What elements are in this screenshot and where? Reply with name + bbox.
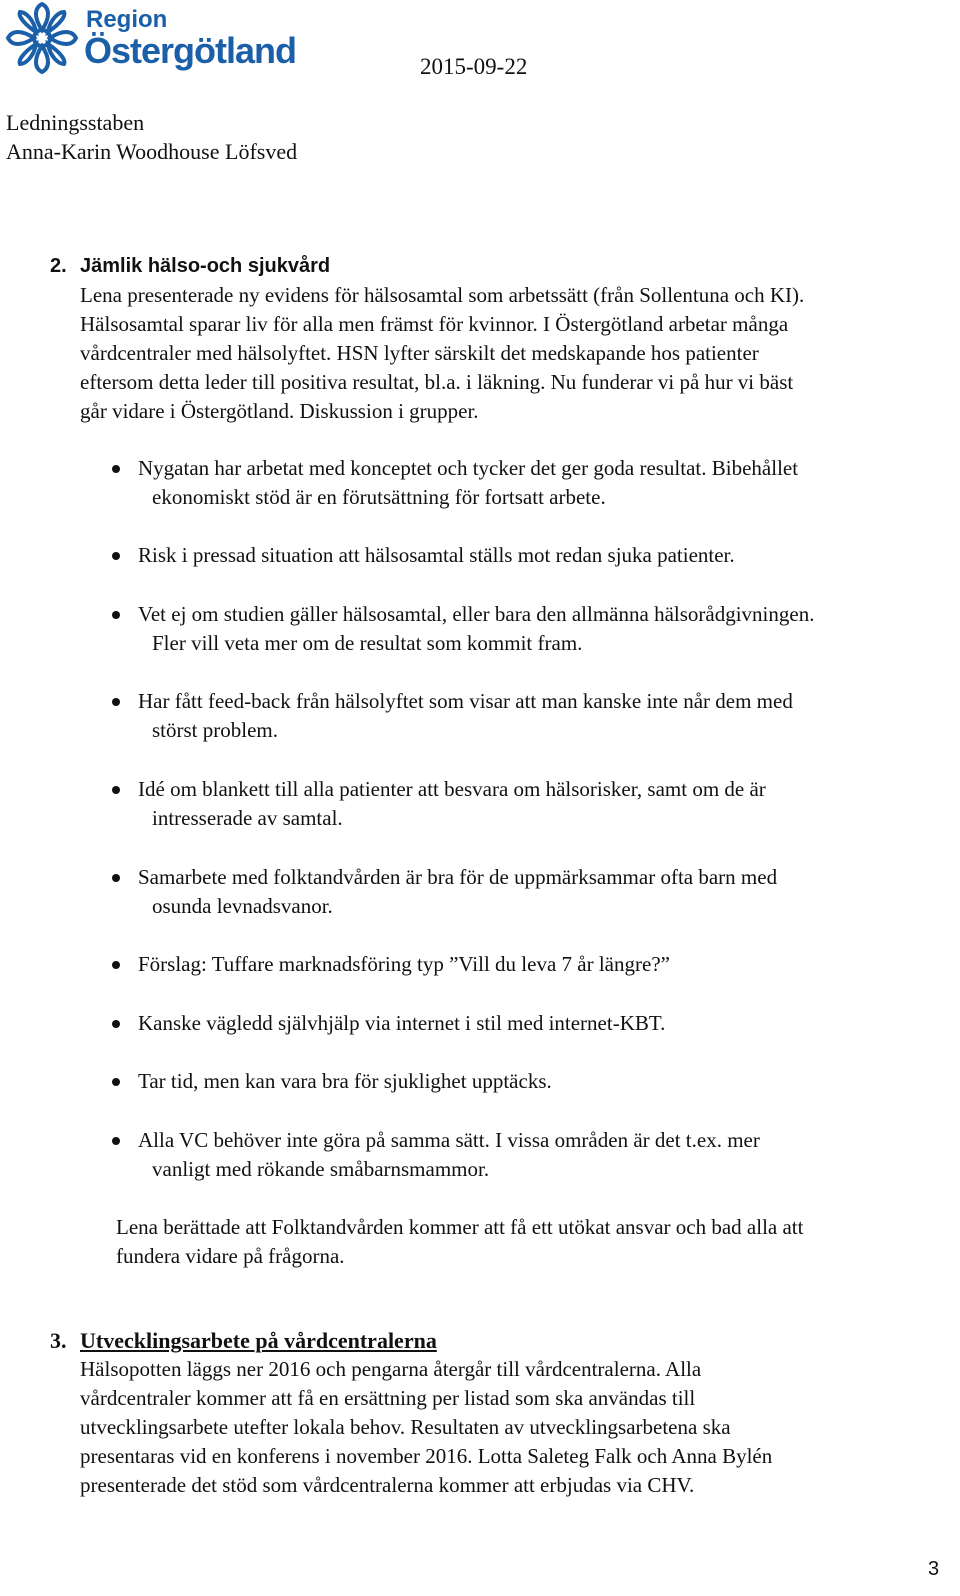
section-3-number: 3. [50,1328,67,1353]
section-3-heading [50,1326,437,1355]
section-2-intro [80,281,950,426]
bullet-icon [112,1078,120,1086]
flower-logo-icon [4,2,80,74]
bullet-text: Nygatan har arbetat med konceptet och tycker det ger goda resultat. Bibehållet [138,456,799,480]
bullet-text: ekonomiskt stöd är en förutsättning för fortsatt arbete. [152,485,606,509]
logo-text-ostergotland: Östergötland [84,30,297,71]
bullet-icon [112,961,120,969]
intro-line: Lena presenterade ny evidens för hälsosamtal som arbetssätt (från Sollentuna och KI). [80,283,805,307]
section-3-body [80,1355,950,1500]
section-2-closing [116,1213,956,1271]
intro-line: Hälsosamtal sparar liv för alla men främst för kvinnor. I Östergötland arbetar många [80,312,789,336]
bullet-icon [112,786,120,794]
bullet-text: Kanske vägledd självhjälp via internet i stil med internet-KBT. [138,1011,666,1035]
bullet-text: Förslag: Tuffare marknadsföring typ ”Vill du leva 7 år längre?” [138,952,670,976]
body-line: presentaras vid en konferens i november 2016. Lotta Saleteg Falk och Anna Bylén [80,1444,773,1468]
bullet-icon [112,1020,120,1028]
page-number: 3 [928,1558,940,1580]
author-name: Anna-Karin Woodhouse Löfsved [6,139,298,164]
logo-text-region: Region [86,6,168,33]
body-line: vårdcentraler kommer att få en ersättning per listad som ska användas till [80,1386,696,1410]
bullet-text: Samarbete med folktandvården är bra för de uppmärksammar ofta barn med [138,865,778,889]
body-line: Hälsopotten läggs ner 2016 och pengarna återgår till vårdcentralerna. Alla [80,1357,702,1381]
bullet-icon [112,611,120,619]
bullet-icon [112,1137,120,1145]
intro-line: eftersom detta leder till positiva resultat, bl.a. i läkning. Nu funderar vi på hur vi bäst [80,370,794,394]
bullet-text: Har fått feed-back från hälsolyftet som visar att man kanske inte når dem med [138,689,793,713]
bullet-text: Alla VC behöver inte göra på samma sätt. I vissa områden är det t.ex. mer [138,1128,760,1152]
document-date: 2015-09-22 [420,54,528,79]
section-2-number: 2. [50,255,67,277]
body-line: utvecklingsarbete utefter lokala behov. Resultaten av utvecklingsarbetena ska [80,1415,731,1439]
bullet-text: störst problem. [152,718,278,742]
bullet-text: intresserade av samtal. [152,806,343,830]
bullet-icon [112,698,120,706]
bullet-icon [112,552,120,560]
bullet-text: Tar tid, men kan vara bra för sjuklighet upptäcks. [138,1069,552,1093]
bullet-text: Idé om blankett till alla patienter att besvara om hälsorisker, samt om de är [138,777,766,801]
bullet-text: Vet ej om studien gäller hälsosamtal, eller bara den allmänna hälsorådgivningen. [138,602,815,626]
bullet-icon [112,465,120,473]
bullet-text: Fler vill veta mer om de resultat som kommit fram. [152,631,583,655]
closing-line: fundera vidare på frågorna. [116,1244,345,1268]
intro-line: vårdcentraler med hälsolyftet. HSN lyfter särskilt det medskapande hos patienter [80,341,759,365]
region-logo [4,2,304,74]
sender-block [6,108,297,166]
section-2-title: Jämlik hälso-och sjukvård [80,255,331,277]
bullet-text: Risk i pressad situation att hälsosamtal ställs mot redan sjuka patienter. [138,543,735,567]
closing-line: Lena berättade att Folktandvården kommer att få ett utökat ansvar och bad alla att [116,1215,804,1239]
bullet-text: vanligt med rökande småbarnsmammor. [152,1157,490,1181]
bullet-icon [112,874,120,882]
bullet-text: osunda levnadsvanor. [152,894,333,918]
body-line: presenterade det stöd som vårdcentralerna kommer att erbjudas via CHV. [80,1473,695,1497]
intro-line: går vidare i Östergötland. Diskussion i grupper. [80,399,479,423]
section-2-heading [50,252,330,281]
section-3-title: Utvecklingsarbete på vårdcentralerna [80,1328,437,1353]
department-name: Ledningsstaben [6,110,145,135]
